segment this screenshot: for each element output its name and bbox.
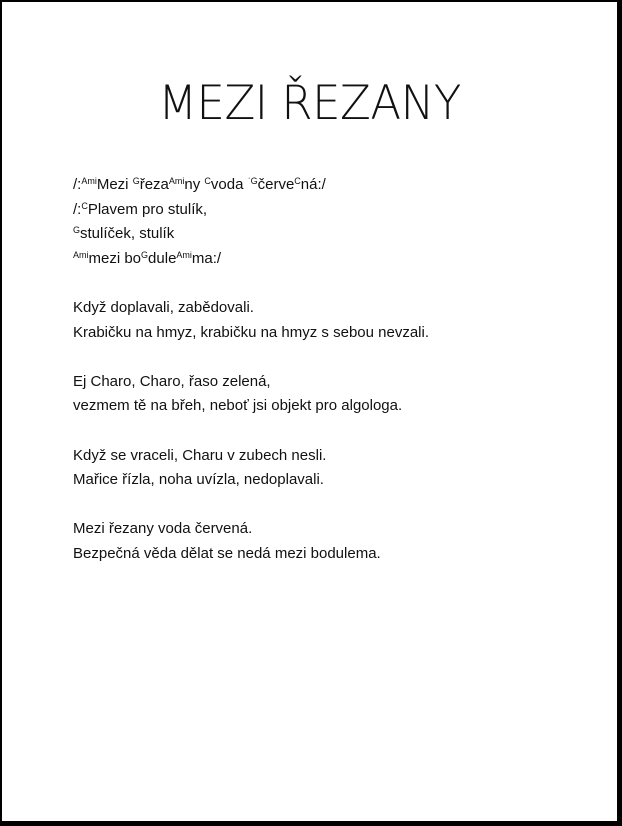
- chord-label: G: [141, 249, 149, 260]
- chord-label: C: [294, 176, 301, 186]
- lyric-text: dule: [148, 249, 177, 267]
- chorus: [73, 173, 429, 271]
- lyric-text: Plavem pro stulík,: [87, 200, 208, 218]
- verse-4: [73, 517, 429, 566]
- lyric-text: ná:/: [300, 176, 326, 193]
- document-page: [2, 2, 617, 821]
- chord-label: C: [81, 200, 88, 211]
- chorus-line: [73, 173, 429, 198]
- chord-label: Ami: [81, 176, 97, 186]
- chord-label: C: [204, 176, 211, 186]
- chord-label: ˈG: [247, 176, 258, 186]
- stanza-gap: [73, 345, 429, 370]
- chord-label: Ami: [168, 176, 185, 186]
- verse-line: Mezi řezany voda červená.: [73, 520, 253, 538]
- chord-label: Ami: [73, 249, 89, 260]
- lyric-text: ny: [184, 176, 205, 193]
- stanza-gap: [73, 493, 429, 518]
- chorus-line: [73, 247, 429, 272]
- stanza-gap: [73, 419, 429, 444]
- lyrics-body: [73, 173, 429, 567]
- chorus-line: [73, 198, 429, 223]
- lyric-text: Mezi: [96, 176, 133, 193]
- lyric-text: stulíček, stulík: [80, 225, 175, 243]
- lyric-text: červe: [257, 176, 295, 193]
- lyric-text: ma:/: [191, 249, 222, 267]
- verse-1: [73, 296, 429, 345]
- lyric-text: /:: [73, 200, 82, 218]
- verse-line: Ej Charo, Charo, řaso zelená,: [73, 372, 271, 390]
- verse-3: [73, 444, 429, 493]
- lyric-text: /:: [73, 176, 82, 193]
- lyric-text: řeza: [139, 176, 169, 193]
- song-title: MEZI ŘEZANY: [158, 74, 461, 131]
- lyric-text: mezi bo: [88, 249, 142, 267]
- chord-label: G: [73, 225, 81, 236]
- chord-label: Ami: [176, 249, 192, 260]
- chord-label: G: [132, 176, 140, 186]
- chorus-line: [73, 222, 429, 247]
- verse-line: Když se vraceli, Charu v zubech nesli.: [73, 446, 327, 464]
- stanza-gap: [73, 271, 429, 296]
- verse-line: Když doplavali, zabědovali.: [73, 298, 254, 316]
- lyric-text: voda: [210, 176, 248, 193]
- verse-line: Mařice řízla, noha uvízla, nedoplavali.: [73, 471, 324, 489]
- verse-line: Krabičku na hmyz, krabičku na hmyz s sebou nevzali.: [73, 323, 429, 341]
- verse-line: vezmem tě na břeh, neboť jsi objekt pro algologa.: [73, 397, 403, 415]
- verse-line: Bezpečná věda dělat se nedá mezi bodulema.: [73, 544, 381, 562]
- verse-2: [73, 370, 429, 419]
